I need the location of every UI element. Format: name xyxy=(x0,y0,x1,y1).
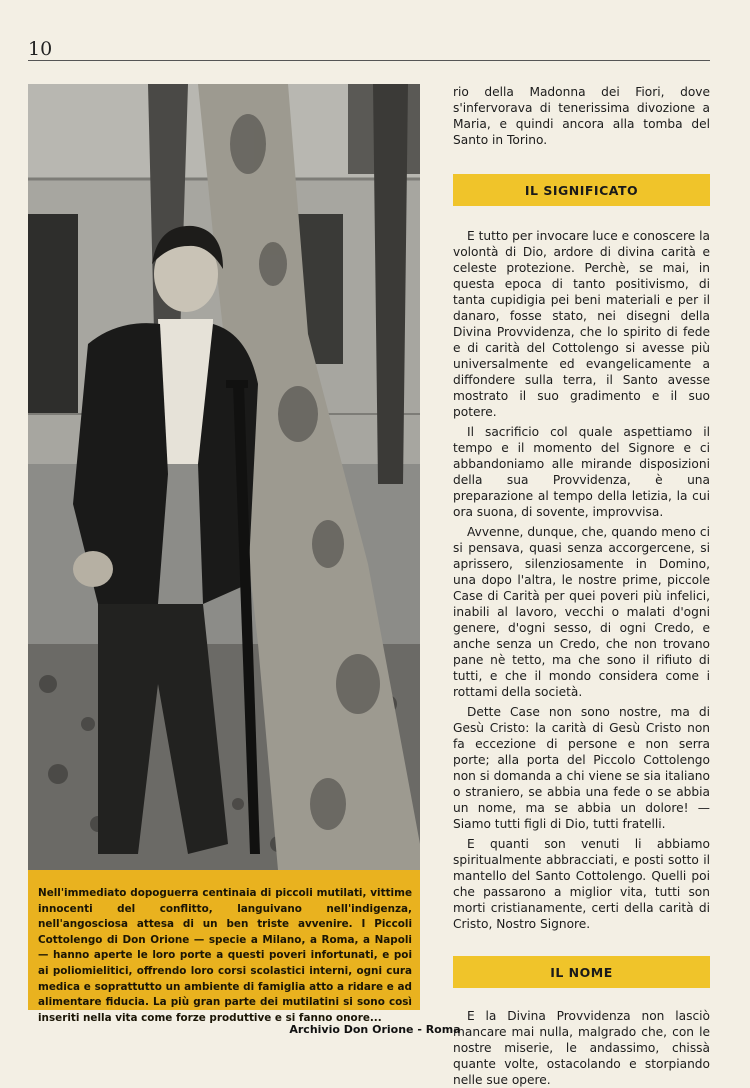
right-column xyxy=(453,84,710,1088)
top-rule xyxy=(28,60,710,61)
significato-paragraph: Dette Case non sono nostre, ma di Gesù Cristo: la carità di Gesù Cristo non fa eccezione di persone e non serra porte; alla porta del Piccolo Cottolengo non si domanda a chi viene se sia italiano o straniero, se abbia una fede o se abbia un nome, ma se abbia un dolore! — Siamo tutti figli di Dio, tutti fratelli. xyxy=(453,705,710,831)
page-number: 10 xyxy=(28,38,53,60)
significato-paragraph: E quanti son venuti li abbiamo spiritualmente abbracciati, e posti sotto il mantello del Santo Cottolengo. Quelli poi che passarono a miglior vita, tutti son morti cristianamente, certi della carità di Cristo, Nostro Signore. xyxy=(453,837,710,931)
heading-significato: IL SIGNIFICATO xyxy=(453,174,710,206)
intro-paragraph: rio della Madonna dei Fiori, dove s'infervorava di tenerissima divozione a Maria, e quindi ancora alla tomba del Santo in Torino. xyxy=(453,85,710,147)
photo-caption: Nell'immediato dopoguerra centinaia di piccoli mutilati, vittime innocenti del conflitto, languivano nell'indigenza, nell'angosciosa attesa di un ben triste avvenire. I Piccoli Cottolengo di Don Orione — specie a Milano, a Roma, a Napoli — hanno aperte le loro porte a questi poveri infortunati, e poi ai poliomielitici, offrendo loro corsi scolastici interni, ogni cura medica e soprattutto un ambiente di famiglia atto a ridare e ad alimentare fiducia. La più gran parte dei mutilatini si sono così inseriti nella vita come forze produttive e si fanno onore... xyxy=(38,887,412,1024)
significato-paragraph: E tutto per invocare luce e conoscere la volontà di Dio, ardore di divina carità e celeste protezione. Perchè, se mai, in questa epoca di tanto positivismo, di tanta cupidigia pei beni materiali e per il danaro, fosse stato, nei disegni della Divina Provvidenza, che lo spirito di fede e di carità del Cottolengo si avesse più universalmente ed evangelicamente a diffondere sulla terra, il Santo avesse mostrato il suo gradimento e il suo potere. xyxy=(453,229,710,419)
significato-paragraph: Il sacrificio col quale aspettiamo il tempo e il momento del Signore e ci abbandoniamo alle mirande disposizioni della sua Provvidenza, è una preparazione al tempo della letizia, la cui ora suona, di sovente, improvvisa. xyxy=(453,425,710,519)
photo-boy-with-crutch xyxy=(28,84,420,870)
heading-nome: IL NOME xyxy=(453,956,710,988)
photo-caption-box xyxy=(28,870,420,1024)
significato-paragraph: Avvenne, dunque, che, quando meno ci si pensava, quasi senza accorgercene, si aprissero, silenziosamente in Domino, una dopo l'altra, le nostre prime, piccole Case di Carità per quei poveri più infelici, inabili al lavoro, vecchi o malati d'ogni genere, d'ogni sesso, di ogni Credo, e anche senza un Credo, che non trovano pane nè tetto, ma che sono il rifiuto di tutti, e che il mondo considera come i rottami della società. xyxy=(453,525,710,699)
nome-paragraph: E la Divina Provvidenza non lasciò mancare mai nulla, malgrado che, con le nostre miserie, le andassimo, chissà quante volte, ostacolando e storpiando nelle sue opere. xyxy=(453,1009,710,1087)
archive-credit: Archivio Don Orione - Roma xyxy=(289,1023,461,1036)
